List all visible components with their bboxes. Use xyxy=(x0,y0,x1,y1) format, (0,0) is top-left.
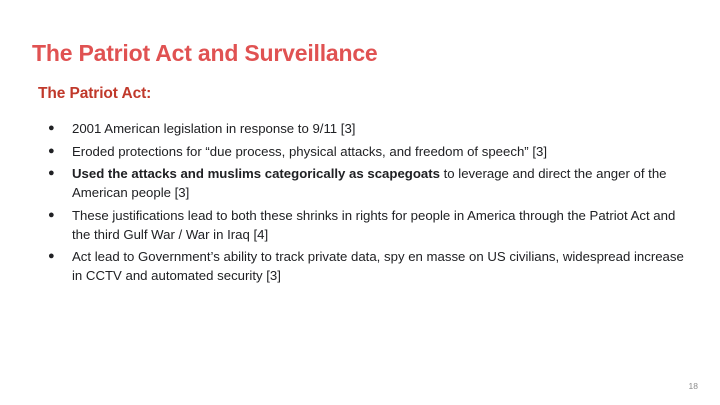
list-item-text xyxy=(72,249,684,283)
page-title: The Patriot Act and Surveillance xyxy=(32,40,378,66)
page-number: 18 xyxy=(688,381,698,391)
list-item xyxy=(40,248,695,285)
section-subtitle: The Patriot Act: xyxy=(38,85,152,102)
bullet-marker-icon: ● xyxy=(48,250,55,263)
list-item-rest: Act lead to Government’s ability to track private data, spy en masse on US civilians, widespread increase in CCTV and automated security [3] xyxy=(72,249,684,284)
bullet-list xyxy=(40,120,695,290)
list-item-rest: to leverage and direct the anger of the American people [3] xyxy=(72,166,667,201)
list-item-rest: Eroded protections for “due process, physical attacks, and freedom of speech” [3] xyxy=(72,143,548,159)
list-item-text xyxy=(72,121,355,136)
list-item-rest: 2001 American legislation in response to 9/11 [3] xyxy=(72,121,356,136)
list-item xyxy=(40,120,695,139)
list-item xyxy=(40,143,695,162)
bullet-marker-icon: ● xyxy=(48,167,55,180)
list-item xyxy=(40,207,695,244)
bullet-marker-icon: ● xyxy=(48,208,55,221)
list-item-text xyxy=(72,166,667,200)
list-item-text xyxy=(72,208,675,242)
list-item xyxy=(40,165,695,202)
list-item-rest: These justifications lead to both these shrinks in rights for people in America through the Patriot Act and the third Gulf War / War in Iraq [4] xyxy=(72,207,676,242)
bullet-marker-icon: ● xyxy=(48,144,55,157)
bullet-marker-icon: ● xyxy=(48,122,55,134)
list-item-text xyxy=(72,144,547,159)
list-item-bold: Used the attacks and muslims categorically as scapegoats xyxy=(72,166,440,182)
